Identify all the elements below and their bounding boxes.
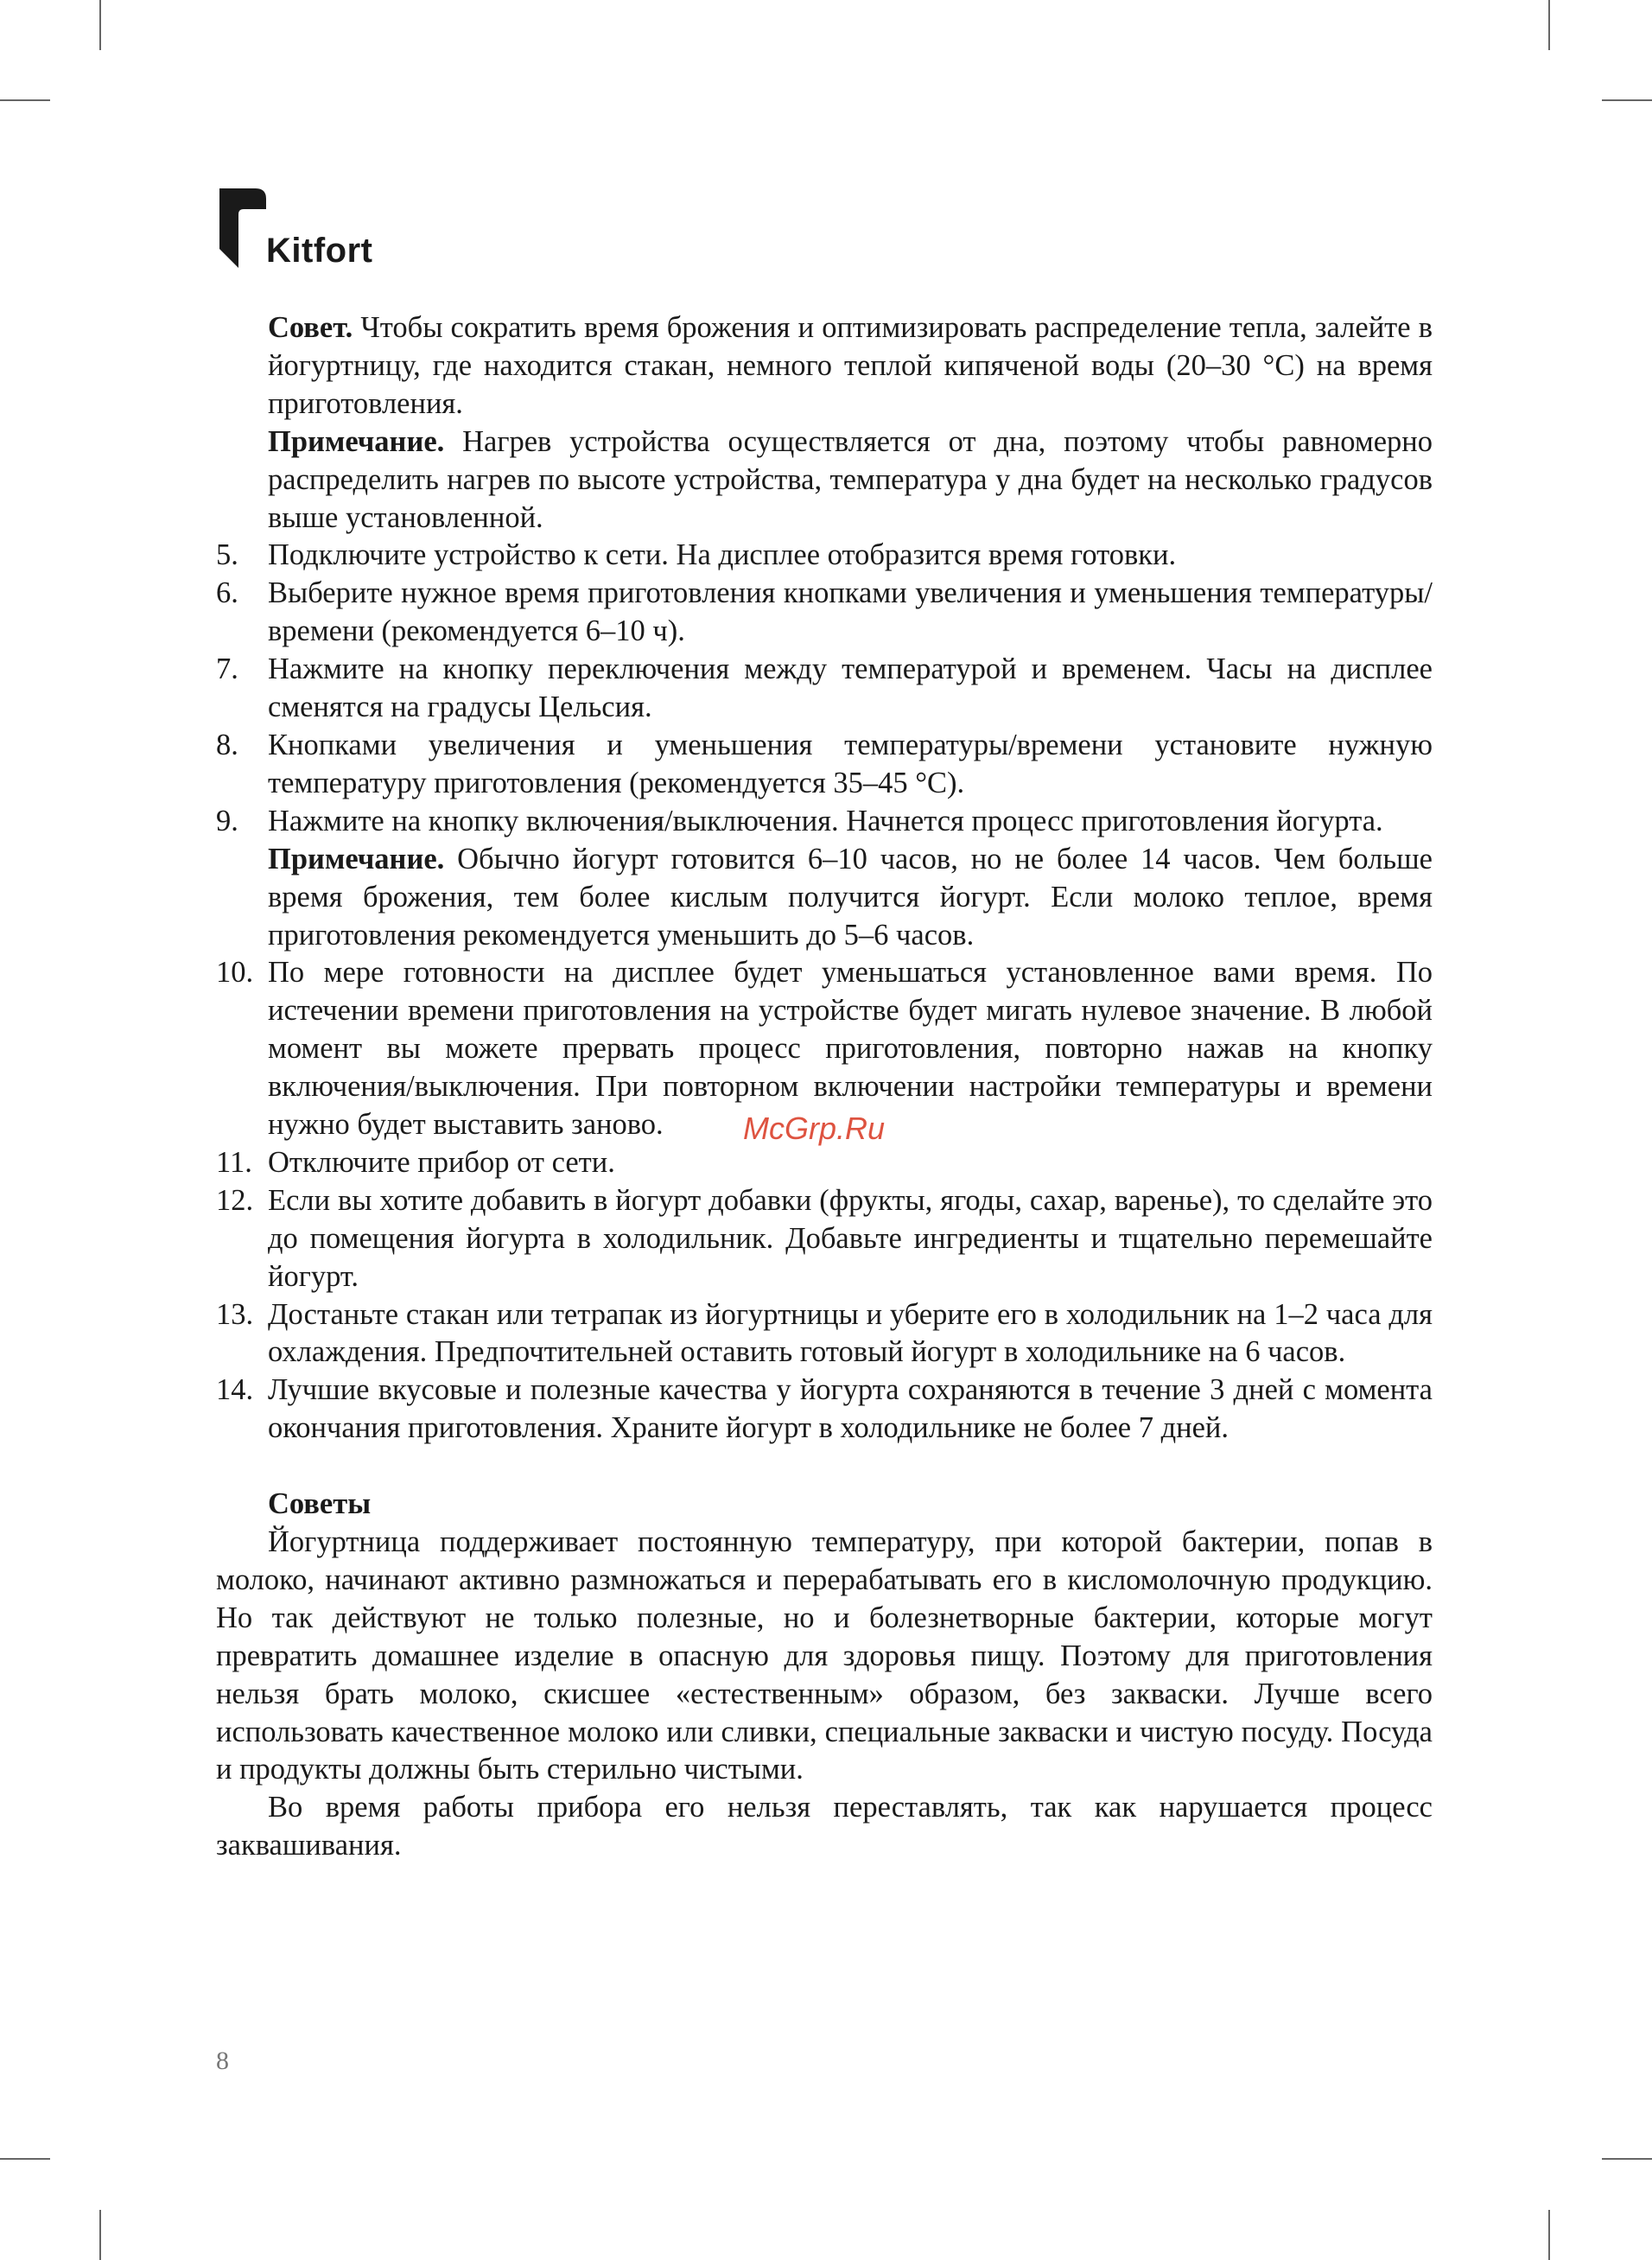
list-item [216, 575, 1433, 651]
list-item [216, 803, 1433, 841]
note-paragraph [216, 841, 1433, 955]
crop-mark [99, 0, 101, 50]
list-item [216, 1296, 1433, 1372]
note-label: Примечание. [268, 842, 445, 875]
step-number: 5. [216, 538, 238, 572]
watermark: McGrp.Ru [743, 1111, 886, 1146]
note-paragraph [216, 423, 1433, 538]
list-item [216, 727, 1433, 803]
tip-label: Совет. [268, 311, 353, 344]
crop-mark [99, 2210, 101, 2260]
step-number: 6. [216, 576, 238, 610]
spacer [216, 1448, 1433, 1486]
body-paragraph: Во время работы прибора его нельзя переставлять, так как нарушается процесс заквашивания. [216, 1791, 1433, 1862]
step-text: Нажмите на кнопку включения/выключения. Начнется процесс приготовления йогурта. [268, 804, 1383, 837]
crop-mark [1602, 2158, 1652, 2160]
note-text: Обычно йогурт готовится 6–10 часов, но не более 14 часов. Чем больше время брожения, тем более кислым получится йогурт. Если молоко теплое, время приготовления рекомендуется уменьшить до 5–6 часов. [268, 842, 1433, 952]
step-text: Если вы хотите добавить в йогурт добавки (фрукты, ягоды, сахар, варенье), то сделайте это до помещения йогурта в холодильник. Добавьте ингредиенты и тщательно перемешайте йогурт. [268, 1183, 1433, 1293]
step-text: Достаньте стакан или тетрапак из йогуртницы и уберите его в холодильник на 1–2 часа для охлаждения. Предпочтительней оставить готовый йогурт в холодильнике на 6 часов. [268, 1297, 1433, 1369]
step-number: 11. [216, 1145, 252, 1179]
kitfort-logo-icon [218, 188, 268, 268]
tip-paragraph [216, 309, 1433, 423]
step-number: 14. [216, 1373, 254, 1407]
crop-mark [0, 2158, 50, 2160]
note-label: Примечание. [268, 424, 445, 458]
list-item [216, 1144, 1433, 1182]
crop-mark [1548, 2210, 1550, 2260]
step-number: 13. [216, 1297, 254, 1331]
body-paragraph: Йогуртница поддерживает постоянную температуру, при которой бактерии, попав в молоко, начинают активно размножаться и перерабатывать его в кисломолочную продукцию. Но так действуют не только полезные, но и болезнетворные бактерии, которые могут превратить домашнее изделие в опасную для здоровья пищу. Поэтому для приготовления нельзя брать молоко, скисшее «естественным» образом, без закваски. Лучше всего использовать качественное молоко или сливки, специальные закваски и чистую посуду. Посуда и продукты должны быть стерильно чистыми. [216, 1525, 1433, 1786]
step-text: Подключите устройство к сети. На дисплее отобразится время готовки. [268, 538, 1177, 572]
step-text: Лучшие вкусовые и полезные качества у йогурта сохраняются в течение 3 дней с момента окончания приготовления. Храните йогурт в холодильнике не более 7 дней. [268, 1373, 1433, 1445]
list-item [216, 537, 1433, 575]
step-text: Отключите прибор от сети. [268, 1145, 615, 1179]
step-number: 10. [216, 956, 254, 990]
crop-mark [1602, 99, 1652, 101]
page-content [216, 309, 1433, 1865]
step-number: 7. [216, 653, 238, 686]
list-item [216, 1372, 1433, 1448]
step-text: Кнопками увеличения и уменьшения температуры/времени установите нужную температуру приготовления (рекомендуется 35–45 °C). [268, 728, 1433, 799]
step-text: По мере готовности на дисплее будет уменьшаться установленное вами время. По истечении времени приготовления на устройстве будет мигать нулевое значение. В любой момент вы можете прервать процесс приготовления, повторно нажав на кнопку включения/выключения. При повторном включении настройки температуры и времени нужно будет выставить заново. [268, 956, 1433, 1142]
page-number: 8 [216, 2047, 229, 2075]
step-number: 12. [216, 1183, 254, 1217]
list-item [216, 1182, 1433, 1296]
crop-mark [1548, 0, 1550, 50]
step-text: Выберите нужное время приготовления кнопками увеличения и уменьшения температуры/времени (рекомендуется 6–10 ч). [268, 576, 1433, 648]
list-item [216, 651, 1433, 727]
crop-mark [0, 99, 50, 101]
brand-name: Kitfort [266, 232, 373, 270]
section-heading: Советы [268, 1487, 372, 1521]
step-number: 9. [216, 804, 238, 837]
step-number: 8. [216, 728, 238, 761]
tip-text: Чтобы сократить время брожения и оптимизировать распределение тепла, залейте в йогуртницу, где находится стакан, немного теплой кипяченой воды (20–30 °C) на время приготовления. [268, 311, 1433, 420]
note-text: Нагрев устройства осуществляется от дна, поэтому чтобы равномерно распределить нагрев по высоте устройства, температура у дна будет на несколько градусов выше установленной. [268, 424, 1433, 534]
step-text: Нажмите на кнопку переключения между температурой и временем. Часы на дисплее сменятся на градусы Цельсия. [268, 653, 1433, 724]
